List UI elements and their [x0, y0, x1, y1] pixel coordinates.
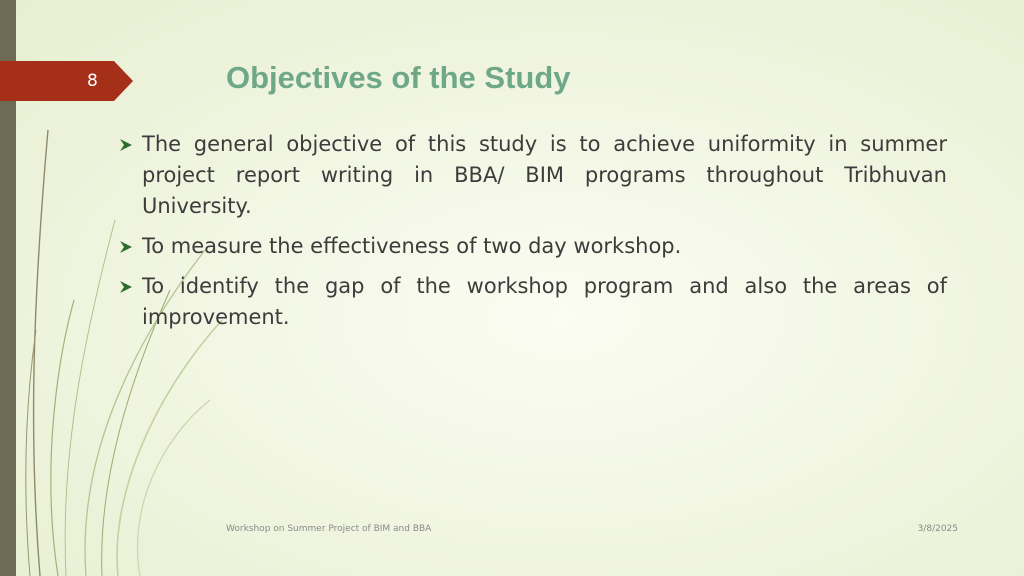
bullet-item: [117, 271, 947, 333]
bullet-item: [117, 129, 947, 222]
arrowhead-bullet-icon: [118, 239, 134, 255]
footer-date: 3/8/2025: [917, 524, 958, 534]
arrowhead-bullet-icon: [118, 279, 134, 295]
bullet-text: The general objective of this study is to achieve uniformity in summer project report writing in BBA/ BIM programs throughout Tribhuvan University.: [142, 132, 947, 218]
arrowhead-bullet-icon: [118, 137, 134, 153]
slide-title: Objectives of the Study: [226, 60, 571, 95]
bullet-text: To identify the gap of the workshop program and also the areas of improvement.: [142, 274, 947, 329]
slide-number-badge: [0, 61, 133, 101]
bullet-item: [117, 231, 947, 262]
footer-caption: Workshop on Summer Project of BIM and BBA: [226, 524, 432, 534]
bullet-text: To measure the effectiveness of two day workshop.: [142, 234, 682, 258]
slide-number: 8: [87, 71, 98, 91]
objectives-list: [117, 129, 947, 342]
